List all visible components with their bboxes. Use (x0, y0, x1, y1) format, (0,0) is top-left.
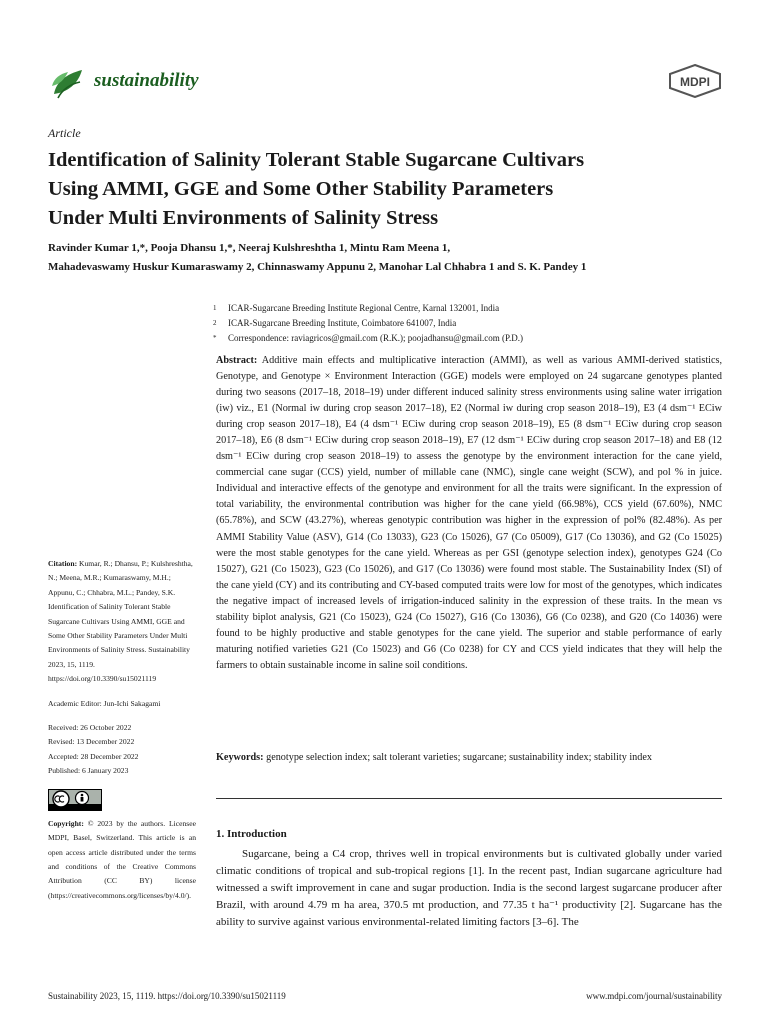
affiliations (213, 301, 723, 346)
footer-url[interactable]: www.mdpi.com/journal/sustainability (586, 991, 722, 1001)
divider (216, 798, 722, 799)
citation-label: Citation: (48, 559, 78, 568)
copyright-text: © 2023 by the authors. Licensee MDPI, Basel, Switzerland. This article is an open access article distributed under the terms and conditions of the Creative Commons Attribution (CC BY) license (https://creativecommons.org/licenses/by/4.0/). (48, 818, 196, 900)
keywords-text: genotype selection index; salt tolerant varieties; sugarcane; sustainability index; stability index (266, 752, 652, 763)
abstract-label: Abstract: (216, 355, 258, 366)
revised-date: Revised: 13 December 2022 (48, 737, 135, 747)
article-dates (48, 721, 196, 779)
accepted-date: Accepted: 28 December 2022 (48, 751, 139, 761)
journal-header (48, 64, 722, 104)
copyright (48, 817, 196, 903)
citation-text[interactable]: Kumar, R.; Dhansu, P.; Kulshreshtha, N.; Meena, M.R.; Kumaraswamy, M.H.; Appunu, C.; Chhabra, M.L.; Pandey, S.K. Identification of Salinity Tolerant Stable Sugarcane Cultivars Using AMMI, GGE and Some Other Stability Parameters Under Multi Environments of Salinity Stress. Sustainability 2023, 15, 1119. https://doi.org/10.3390/su15021119 (48, 559, 193, 684)
keywords-label: Keywords: (216, 752, 264, 763)
affiliation (213, 301, 723, 316)
title-line: Identification of Salinity Tolerant Stable Sugarcane Cultivars (48, 149, 585, 171)
section-heading: 1. Introduction (216, 828, 287, 840)
affiliation-mark: 1 (213, 304, 217, 312)
abstract (216, 353, 722, 674)
affiliation (213, 316, 723, 331)
article-title (48, 146, 708, 233)
journal-name: sustainability (94, 70, 199, 91)
title-line: Under Multi Environments of Salinity Stress (48, 207, 439, 229)
affiliation-text: ICAR-Sugarcane Breeding Institute Regional Centre, Karnal 132001, India (228, 303, 500, 313)
published-date: Published: 6 January 2023 (48, 766, 129, 776)
page-footer (48, 991, 722, 1001)
correspondence-text[interactable]: Correspondence: raviagricos@gmail.com (R.K.); poojadhansu@gmail.com (P.D.) (228, 333, 524, 343)
author-list (48, 239, 728, 277)
author-line: Ravinder Kumar 1,*, Pooja Dhansu 1,*, Neeraj Kulshreshtha 1, Mintu Ram Meena 1, (48, 242, 451, 254)
affiliation-mark: * (213, 334, 217, 342)
academic-editor: Academic Editor: Jun-Ichi Sakagami (48, 698, 161, 708)
publisher-logo-text: MDPI (680, 75, 710, 89)
citation (48, 557, 196, 687)
footer-citation: Sustainability 2023, 15, 1119. https://doi.org/10.3390/su15021119 (48, 991, 286, 1001)
received-date: Received: 26 October 2022 (48, 723, 132, 733)
author-line: Mahadevaswamy Huskur Kumaraswamy 2, Chinnaswamy Appunu 2, Manohar Lal Chhabra 1 and S. K. Pandey 1 (48, 261, 587, 273)
title-line: Using AMMI, GGE and Some Other Stability Parameters (48, 178, 554, 200)
affiliation-mark: 2 (213, 319, 217, 327)
mdpi-logo (668, 64, 722, 98)
article-sidebar (48, 557, 196, 913)
affiliation-text: ICAR-Sugarcane Breeding Institute, Coimbatore 641007, India (228, 318, 457, 328)
introduction-text: Sugarcane, being a C4 crop, thrives well in tropical environments but is cultivated globally under varied climatic conditions of tropical and sub-tropical regions [1]. In the recent past, Indian sugarcane agriculture had witnessed a swift improvement in cane and sugar production. India is the second largest sugarcane producer after Brazil, with around 4.79 m ha area, 370.5 mt production, and 77.35 t ha⁻¹ productivity [2]. Sugarcane has the ability to survive against various environmental-related limiting factors [3–6]. The (216, 848, 722, 928)
keywords (216, 750, 722, 766)
copyright-label: Copyright: (48, 818, 84, 828)
cc-by-badge-icon[interactable] (48, 789, 102, 811)
abstract-text: Additive main effects and multiplicative interaction (AMMI), as well as various AMMI-derived statistics, Genotype, and Genotype × Environment Interaction (GGE) models were employed on 24 sugarcane genotypes planted during two seasons (2017–18, 2018–19) under different induced salinity stress environments using saline water irrigation (iw) viz., E1 (Normal iw during crop season 2017–18), E2 (Normal iw during crop season 2018–19), E3 (4 dsm⁻¹ ECiw during crop season 2017–18), E4 (4 dsm⁻¹ ECiw during crop season 2018–19), E5 (8 dsm⁻¹ ECiw during crop season 2017–18), E6 (8 dsm⁻¹ ECiw during crop season 2018–19), E7 (12 dsm⁻¹ ECiw during crop season 2017–18) and E8 (12 dsm⁻¹ ECiw during crop season 2018–19) to assess the genotype by the environment interaction for the cane yield, commercial cane sugar (CCS) yield, number of millable cane (NMC), single cane weight (SCW), and pol % in juice. Individual and interactive effects of the genotype and environment for all the traits were significant. In the expression of total variability, the environmental contribution was higher for the cane yield (66.98%), CCS yield (67.60%), NMC (65.78%), and SCW (43.27%), whereas genotypic contribution was higher in the expression of pol% (82.48%). As per AMMI Stability Value (ASV), G14 (Co 13033), G23 (Co 15026), G7 (Co 05009), G17 (Co 13036), and G2 (Co 15025) were the most stable genotypes for the cane yield. Whereas as per GSI (genotype selection index), genotypes G24 (Co 15027), G21 (Co 15023), G23 (Co 15026), and G17 (Co 13036) were found most stable. The Sustainability Index (SI) of the cane yield (CY) and its contributing and CY-based computed traits were low for most of the genotypes, which indicates the negative impact of increased levels of irrigation-induced salinity in the expression of these traits. In the mean vs stability biplot analysis, G21 (Co 15023), G24 (Co 15027), G16 (Co 13036), G6 (Co 0238), and G20 (Co 14036) were found to be highly productive and stable genotypes for the cane yield. The superior and stable performance of early maturing notified varieties G21 (Co 15023) and G6 (Co 0238) for CY and CCS yield indicates that they will help the farmers to obtain sustainable income in saline soil conditions. (216, 355, 723, 671)
correspondence (213, 331, 723, 346)
leaf-icon (48, 64, 88, 100)
article-type: Article (48, 126, 81, 140)
